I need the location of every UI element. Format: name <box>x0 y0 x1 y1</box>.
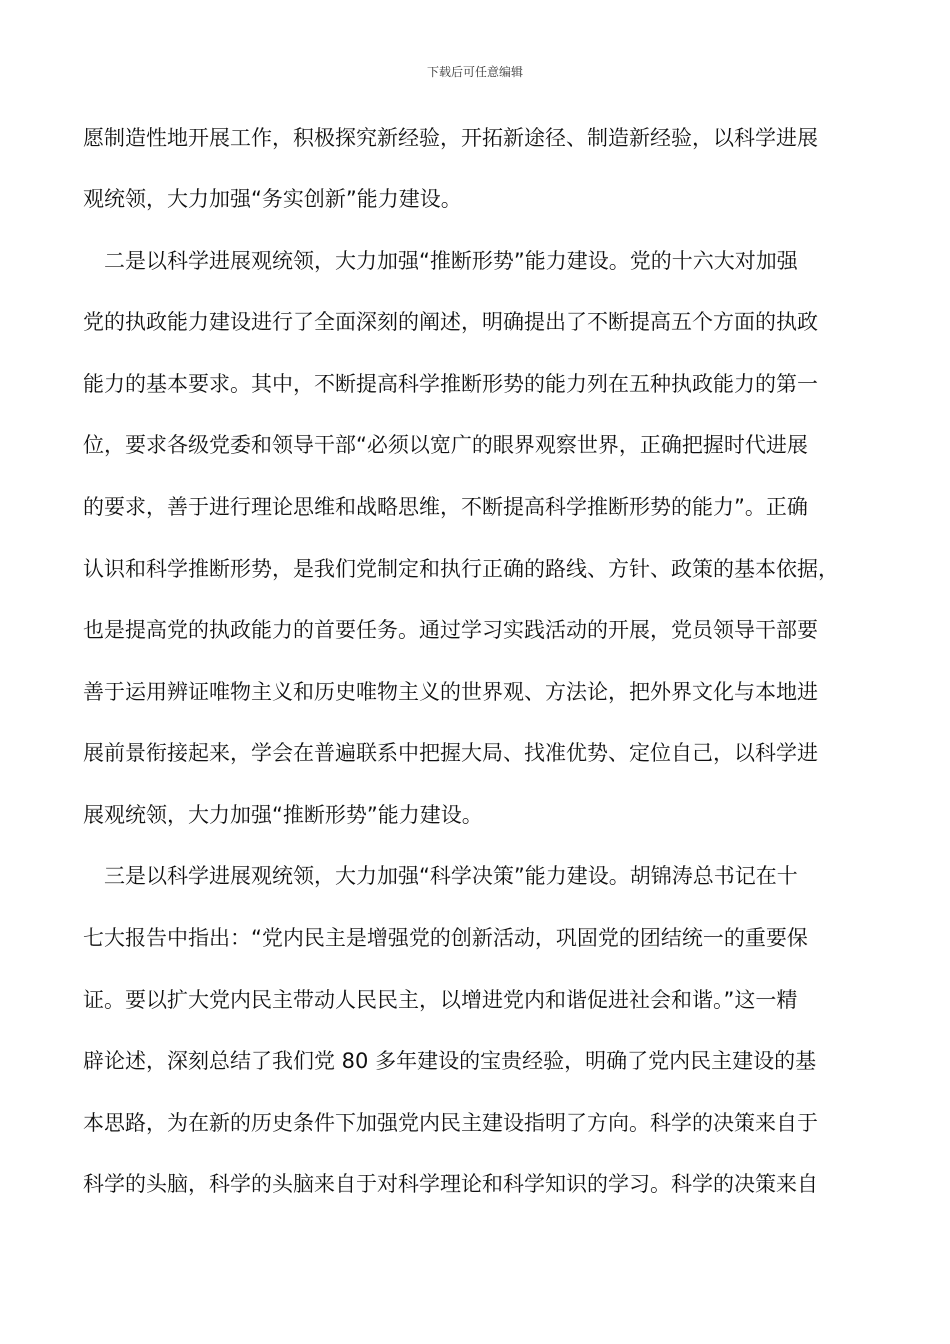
text-line: 善于运用辨证唯物主义和历史唯物主义的世界观、方法论，把外界文化与本地进 <box>83 680 818 704</box>
text-line: 辟论述，深刻总结了我们党 80 多年建设的宝贵经验，明确了党内民主建设的基 <box>83 1049 817 1073</box>
text-line: 展前景衔接起来，学会在普遍联系中把握大局、找准优势、定位自己，以科学进 <box>83 741 818 765</box>
text-line: 观统领，大力加强“务实创新”能力建设。 <box>83 187 462 211</box>
text-line: 科学的头脑，科学的头脑来自于对科学理论和科学知识的学习。科学的决策来自 <box>83 1172 818 1196</box>
text-line: 证。要以扩大党内民主带动人民民主，以增进党内和谐促进社会和谐。”这一精 <box>83 988 798 1012</box>
paragraph-start-line: 二是以科学进展观统领，大力加强“推断形势”能力建设。党的十六大对加强 <box>104 249 798 273</box>
text-line: 能力的基本要求。其中，不断提高科学推断形势的能力列在五种执政能力的第一 <box>83 372 818 396</box>
text-line: 党的执政能力建设进行了全面深刻的阐述，明确提出了不断提高五个方面的执政 <box>83 310 818 334</box>
text-line: 的要求，善于进行理论思维和战略思维，不断提高科学推断形势的能力”。正确 <box>83 495 808 519</box>
text-line: 认识和科学推断形势，是我们党制定和执行正确的路线、方针、政策的基本依据， <box>83 557 839 581</box>
text-line: 七大报告中指出：“党内民主是增强党的创新活动，巩固党的团结统一的重要保 <box>83 926 808 950</box>
paragraph-start-line: 三是以科学进展观统领，大力加强“科学决策”能力建设。胡锦涛总书记在十 <box>104 864 798 888</box>
text-line: 也是提高党的执政能力的首要任务。通过学习实践活动的开展，党员领导干部要 <box>83 618 818 642</box>
text-line: 位，要求各级党委和领导干部“必须以宽广的眼界观察世界，正确把握时代进展 <box>83 433 808 457</box>
page-header: 下载后可任意编辑 <box>426 65 523 79</box>
text-line: 本思路，为在新的历史条件下加强党内民主建设指明了方向。科学的决策来自于 <box>83 1111 818 1135</box>
text-line: 愿制造性地开展工作，积极探究新经验，开拓新途径、制造新经验，以科学进展 <box>83 126 818 150</box>
text-line: 展观统领，大力加强“推断形势”能力建设。 <box>83 803 483 827</box>
